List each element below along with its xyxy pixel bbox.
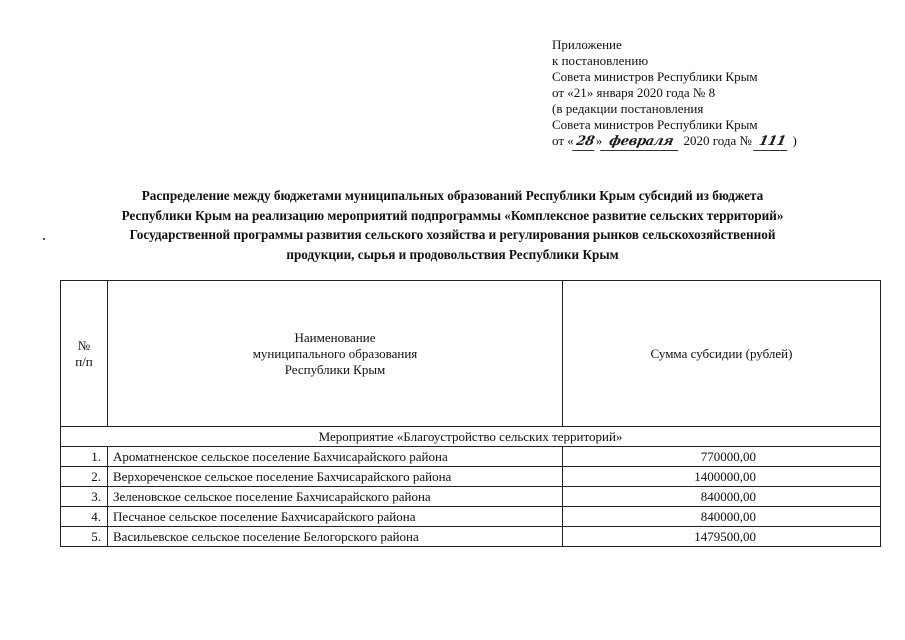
document-title <box>70 186 835 264</box>
header-num-cell <box>61 281 108 427</box>
handwritten-month: февраля <box>600 134 682 151</box>
section-row <box>61 427 881 447</box>
header-name-line: муниципального образования <box>252 345 418 361</box>
header-name-cell <box>108 281 563 427</box>
row-num: 3. <box>61 487 108 507</box>
row-name: Ароматненское сельское поселение Бахчисарайского района <box>108 447 563 467</box>
annex-block <box>552 37 797 151</box>
handwritten-day: 28 <box>572 134 598 151</box>
header-num-line: № <box>77 337 91 353</box>
header-num-line: п/п <box>75 353 93 369</box>
annex-text: ) <box>789 133 797 148</box>
row-num: 5. <box>61 527 108 547</box>
table-header-row <box>61 281 881 427</box>
title-line: Государственной программы развития сельского хозяйства и регулирования рынков сельскохозяйственной <box>129 227 776 242</box>
annex-line: к постановлению <box>552 53 649 68</box>
header-name-line: Наименование <box>294 329 376 345</box>
row-sum: 1400000,00 <box>563 467 881 487</box>
handwritten-number: 111 <box>753 134 791 151</box>
annex-text: от « <box>552 133 574 148</box>
title-line: Республики Крым на реализацию мероприятий подпрограммы «Комплексное развитие сельских территорий» <box>121 207 784 223</box>
row-sum: 1479500,00 <box>563 527 881 547</box>
annex-line: (в редакции постановления <box>552 101 704 116</box>
row-name: Песчаное сельское поселение Бахчисарайского района <box>108 507 563 527</box>
row-sum: 840000,00 <box>563 487 881 507</box>
row-num: 4. <box>61 507 108 527</box>
annex-line: Приложение <box>552 37 622 52</box>
row-name: Васильевское сельское поселение Белогорского района <box>108 527 563 547</box>
table-row <box>61 467 881 487</box>
title-line: Распределение между бюджетами муниципальных образований Республики Крым субсидий из бюджета <box>141 188 764 203</box>
row-sum: 770000,00 <box>563 447 881 467</box>
header-name-line: Республики Крым <box>284 361 386 377</box>
scan-speck <box>43 238 45 240</box>
table-row <box>61 527 881 547</box>
annex-line: от «21» января 2020 года № 8 <box>552 85 716 100</box>
subsidy-table <box>60 280 881 547</box>
annex-line: Совета министров Республики Крым <box>552 69 758 84</box>
header-sum-cell: Сумма субсидии (рублей) <box>563 281 881 427</box>
row-num: 2. <box>61 467 108 487</box>
table-row <box>61 447 881 467</box>
annex-text: » <box>595 133 603 148</box>
row-name: Верхореченское сельское поселение Бахчисарайского района <box>108 467 563 487</box>
annex-line: Совета министров Республики Крым <box>552 117 758 132</box>
section-title: Мероприятие «Благоустройство сельских территорий» <box>61 427 881 447</box>
title-line: продукции, сырья и продовольствия Республики Крым <box>286 246 619 262</box>
annex-amendment-line <box>552 133 797 151</box>
row-name: Зеленовское сельское поселение Бахчисарайского района <box>108 487 563 507</box>
table-row <box>61 487 881 507</box>
annex-text: 2020 года № <box>680 133 756 148</box>
table-row <box>61 507 881 527</box>
row-sum: 840000,00 <box>563 507 881 527</box>
row-num: 1. <box>61 447 108 467</box>
